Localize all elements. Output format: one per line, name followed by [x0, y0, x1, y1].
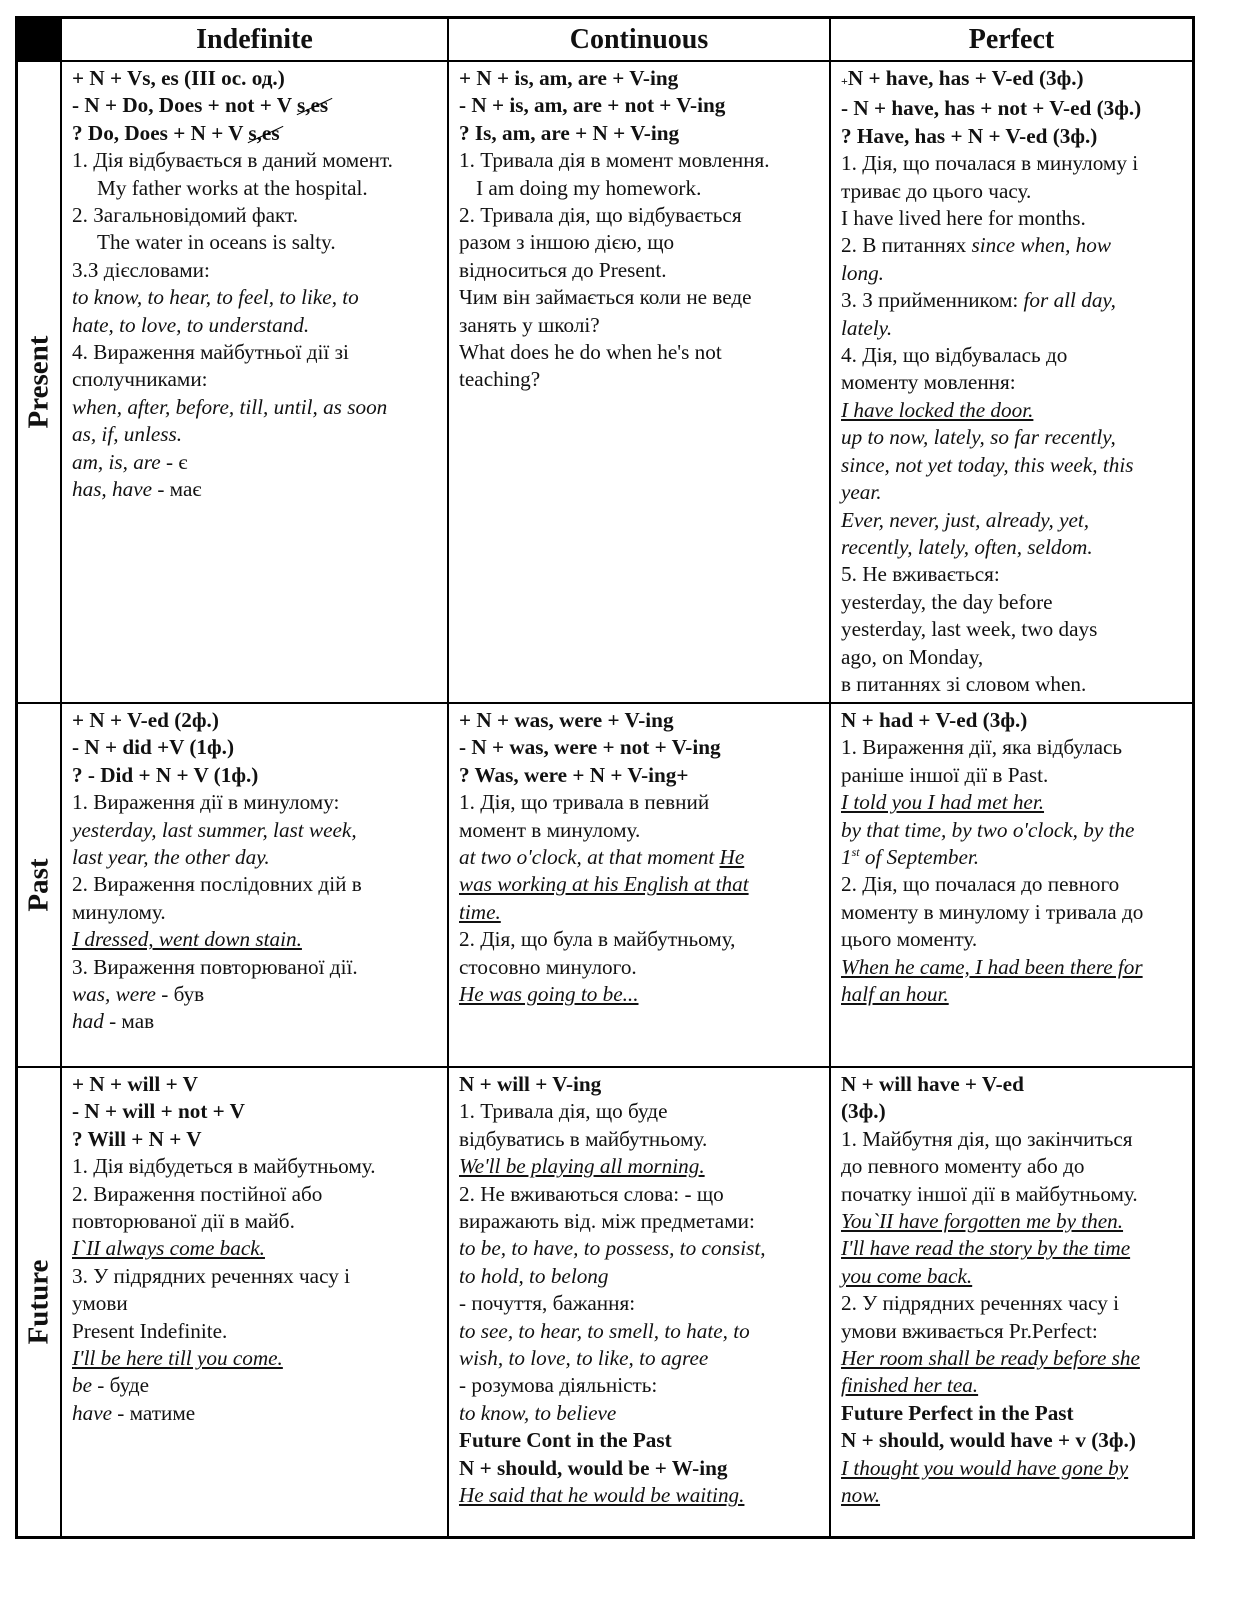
cell-present-continuous: + N + is, am, are + V-ing - N + is, am, are + not + V-ing ? Is, am, are + N + V-ing 1. Тривала дія в момент мовлення. I am doing my homework. 2. Тривала дія, що відбувається разом з іншою дією, що відноситься до Present. Чим він займається коли не веде занять у школі? What does he do when he's not teaching? [449, 62, 831, 704]
cell-past-indefinite: + N + V-ed (2ф.) - N + did +V (1ф.) ? - Did + N + V (1ф.) 1. Вираження дії в минулому: yesterday, last summer, last week, last year, the other day. 2. Вираження послідовних дій в минулому. I dressed, went down stain. 3. Вираження повторюваної дії. was, were - був had - мав [62, 704, 449, 1068]
cell-present-perfect: +N + have, has + V-ed (3ф.) - N + have, has + not + V-ed (3ф.) ? Have, has + N + V-ed (3ф.) 1. Дія, що почалася в минулому і триває до цього часу. I have lived here for months. 2. В питаннях since when, how long. 3. З прийменником: for all day, lately. 4. Дія, що відбувалась до моменту мовлення: I have locked the door. up to now, lately, so far recently, since, not yet today, this week, this year. Ever, never, just, already, yet, recently, lately, often, seldom. 5. Не вживається: yesterday, the day before yesterday, last week, two days ago, on Monday, в питаннях зі словом when. [831, 62, 1192, 704]
cell-future-indefinite: + N + will + V - N + will + not + V ? Will + N + V 1. Дія відбудеться в майбутньому. 2. Вираження постійної або повторюваної дії в майб. I`II always come back. 3. У підрядних реченнях часу і умови Present Indefinite. I'll be here till you come. be - буде have - матиме [62, 1068, 449, 1536]
row-label-past: Past [18, 704, 62, 1068]
header-indefinite: Indefinite [62, 19, 449, 62]
header-perfect: Perfect [831, 19, 1192, 62]
cell-future-continuous: N + will + V-ing 1. Тривала дія, що буде відбуватись в майбутньому. We'll be playing all morning. 2. Не вживаються слова: - що виражають від. між предметами: to be, to have, to possess, to consist, to hold, to belong - почуття, бажання: to see, to hear, to smell, to hate, to wish, to love, to like, to agree - розумова діяльність: to know, to believe Future Cont in the Past N + should, would be + W-ing He said that he would be waiting. [449, 1068, 831, 1536]
cell-past-continuous: + N + was, were + V-ing - N + was, were + not + V-ing ? Was, were + N + V-ing+ 1. Дія, що тривала в певний момент в минулому. at two o'clock, at that moment He was working at his English at that time. 2. Дія, що була в майбутньому, стосовно минулого. He was going to be... [449, 704, 831, 1068]
corner-cell [18, 19, 62, 62]
header-continuous: Continuous [449, 19, 831, 62]
cell-future-perfect: N + will have + V-ed (3ф.) 1. Майбутня дія, що закінчиться до певного моменту або до початку іншої дії в майбутньому. You`II have forgotten me by then. I'll have read the story by the time you come back. 2. У підрядних реченнях часу і умови вживається Pr.Perfect: Her room shall be ready before she finished her tea. Future Perfect in the Past N + should, would have + v (3ф.) I thought you would have gone by now. [841, 1072, 1140, 1508]
row-label-present: Present [18, 62, 62, 704]
row-label-future: Future [18, 1068, 62, 1536]
tenses-table [15, 16, 1195, 1539]
cell-past-perfect: N + had + V-ed (3ф.) 1. Вираження дії, яка відбулась раніше іншої дії в Past. I told you I had met her. by that time, by two o'clock, by the 1st of September. 2. Дія, що почалася до певного моменту в минулому і тривала до цього моменту. When he came, I had been there for half an hour. [831, 704, 1192, 1068]
cell-present-indefinite: + N + Vs, es (III ос. од.) - N + Do, Does + not + V s,es ? Do, Does + N + V s,es 1. Дія відбувається в даний момент. My father works at the hospital. 2. Загальновідомий факт. The water in oceans is salty. 3.З дієсловами: to know, to hear, to feel, to like, to hate, to love, to understand. 4. Вираження майбутньої дії зі сполучниками: when, after, before, till, until, as soon as, if, unless. am, is, are - є has, have - має [62, 62, 449, 704]
